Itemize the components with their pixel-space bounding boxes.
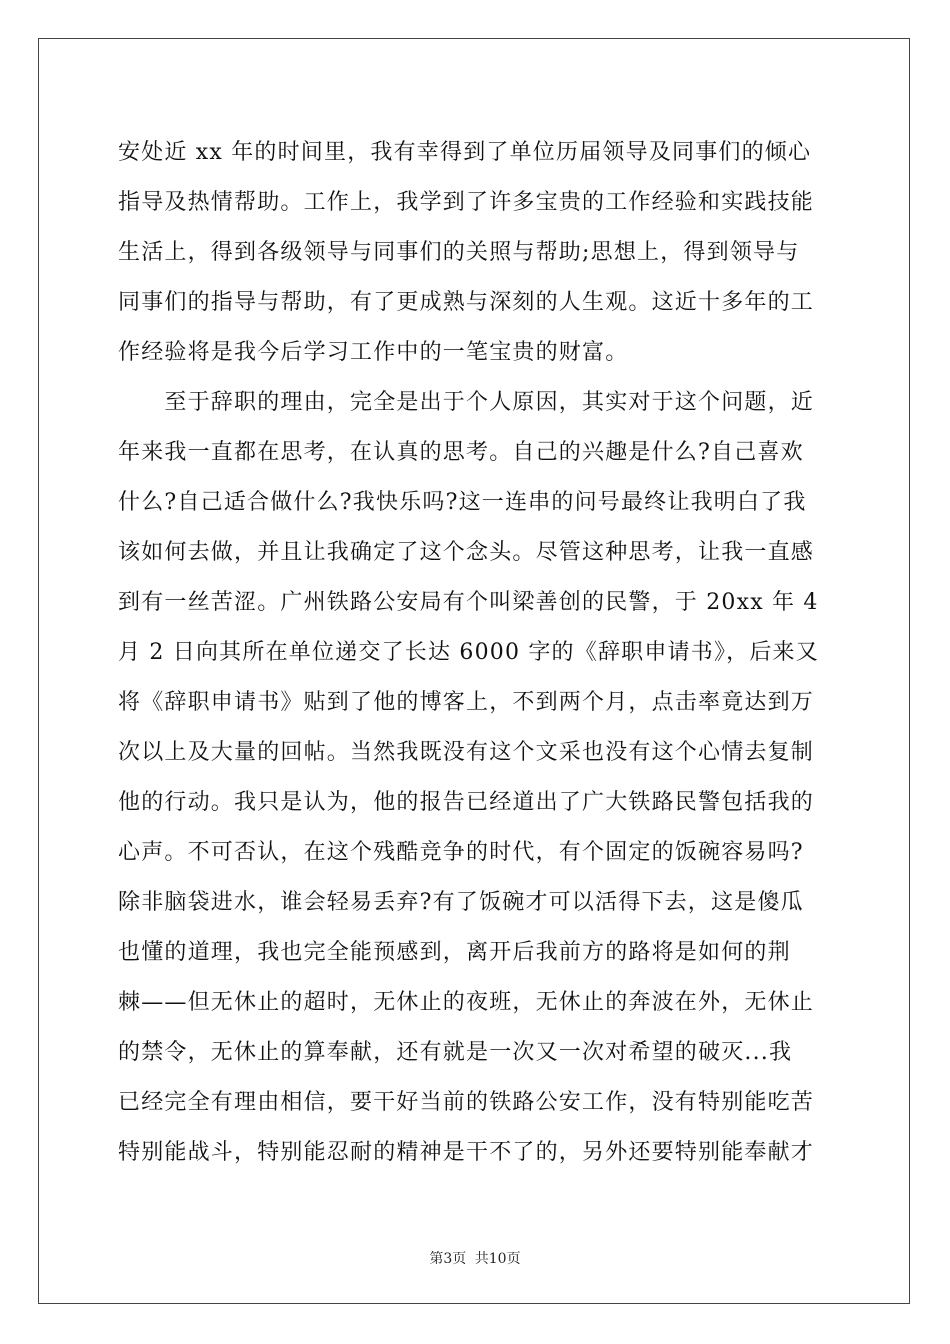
text-line: 的禁令，无休止的算奉献，还有就是一次又一次对希望的破灭...我 (118, 1040, 793, 1065)
text-line: 已经完全有理由相信，要干好当前的铁路公安工作，没有特别能吃苦 (118, 1090, 815, 1115)
text-line: 月 2 日向其所在单位递交了长达 6000 字的《辞职申请书》，后来又 (118, 640, 819, 665)
text-line: 棘——但无休止的超时，无休止的夜班，无休止的奔波在外，无休止 (118, 990, 815, 1015)
text-line: 到有一丝苦涩。广州铁路公安局有个叫梁善创的民警，于 20xx 年 4 (118, 590, 819, 615)
text-line: 心声。不可否认，在这个残酷竞争的时代，有个固定的饭碗容易吗? (118, 840, 804, 865)
text-line: 至于辞职的理由，完全是出于个人原因，其实对于这个问题，近 (118, 390, 815, 415)
text-line: 除非脑袋进水，谁会轻易丢弃?有了饭碗才可以活得下去，这是傻瓜 (118, 890, 804, 915)
text-line: 作经验将是我今后学习工作中的一笔宝贵的财富。 (118, 340, 629, 365)
text-line: 同事们的指导与帮助，有了更成熟与深刻的人生观。这近十多年的工 (118, 290, 815, 315)
text-line: 该如何去做，并且让我确定了这个念头。尽管这种思考，让我一直感 (118, 540, 815, 565)
text-line: 指导及热情帮助。工作上，我学到了许多宝贵的工作经验和实践技能 (118, 190, 815, 215)
text-line: 安处近 xx 年的时间里，我有幸得到了单位历届领导及同事们的倾心 (118, 140, 812, 165)
page-total: 共10页 (474, 1251, 521, 1267)
text-line: 他的行动。我只是认为，他的报告已经道出了广大铁路民警包括我的 (118, 790, 815, 815)
page-footer (0, 1248, 950, 1268)
text-line: 次以上及大量的回帖。当然我既没有这个文采也没有这个心情去复制 (118, 740, 815, 765)
text-line: 特别能战斗，特别能忍耐的精神是干不了的，另外还要特别能奉献才 (118, 1140, 815, 1165)
document-body (118, 128, 838, 1178)
text-line: 年来我一直都在思考，在认真的思考。自己的兴趣是什么?自己喜欢 (118, 440, 804, 465)
text-line: 将《辞职申请书》贴到了他的博客上，不到两个月，点击率竟达到万 (118, 690, 815, 715)
text-line: 也懂的道理，我也完全能预感到，离开后我前方的路将是如何的荆 (118, 940, 791, 965)
page-number: 第3页 (429, 1251, 467, 1267)
text-line: 什么?自己适合做什么?我快乐吗?这一连串的问号最终让我明白了我 (118, 490, 807, 515)
text-line: 生活上，得到各级领导与同事们的关照与帮助;思想上，得到领导与 (118, 240, 800, 265)
